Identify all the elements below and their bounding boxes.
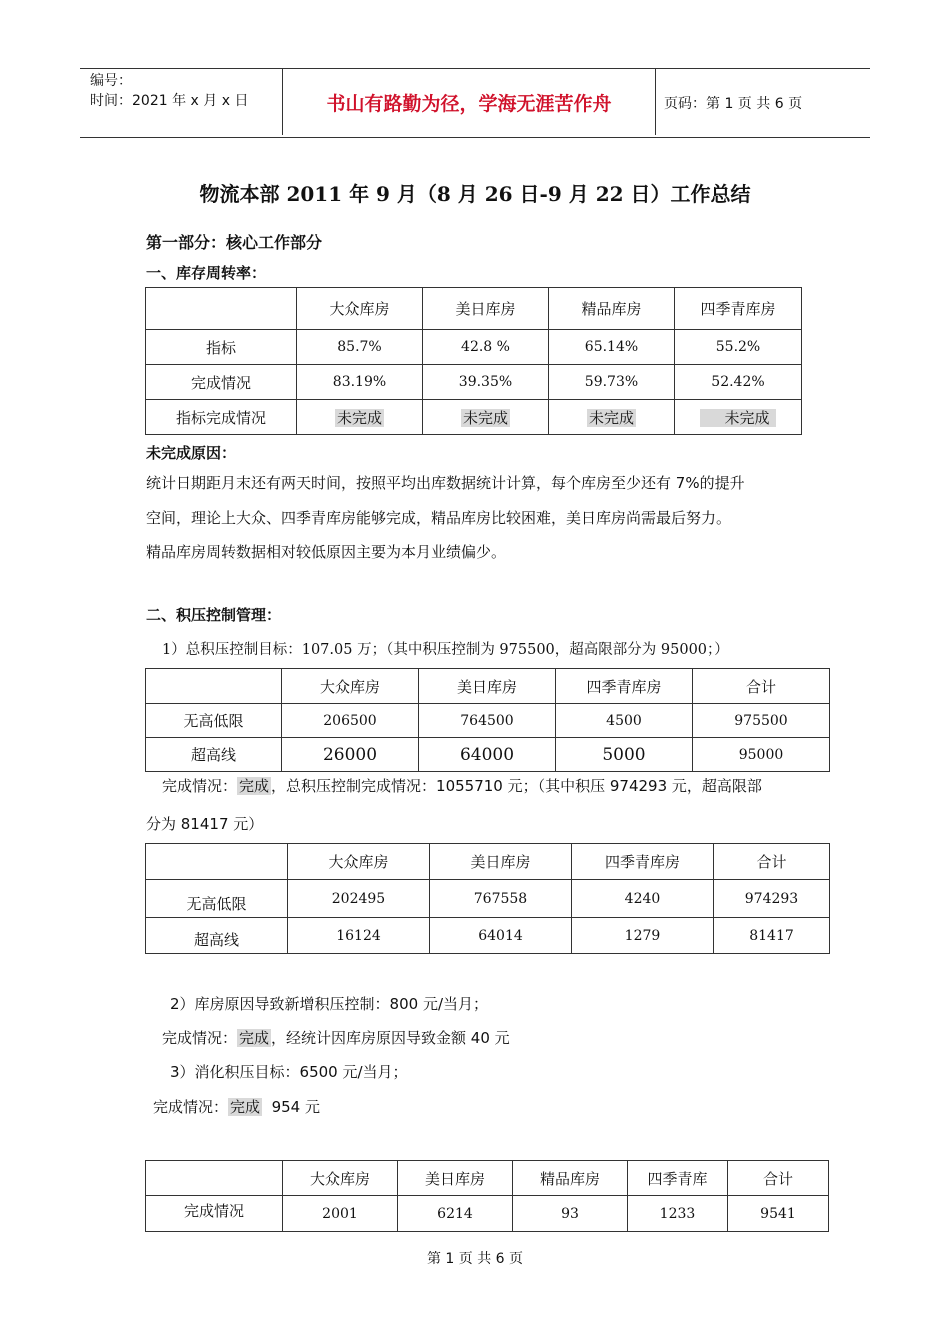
reason-line: 精品库房周转数据相对较低原因主要为本月业绩偏少。: [146, 543, 507, 561]
item3-text: 3）消化积压目标：6500 元/当月；: [170, 1063, 408, 1081]
table-cell: [423, 400, 549, 435]
table-header-row: [146, 669, 830, 704]
motto: 书山有路勤为径，学海无涯苦作舟: [282, 69, 656, 135]
table-cell: 52.42%: [675, 365, 802, 400]
table-row: [146, 738, 830, 772]
table-row: [146, 918, 830, 954]
table-cell: 975500: [693, 704, 830, 738]
table-cell: 无高低限: [146, 704, 282, 738]
table-cell: 5000: [556, 738, 693, 772]
page-header: [80, 68, 870, 138]
reason-line: 统计日期距月末还有两天时间，按照平均出库数据统计计算，每个库房至少还有 7%的提升: [146, 474, 745, 492]
table-cell: 大众库房: [282, 669, 419, 704]
actual-table: [145, 843, 830, 954]
status-label: 完成情况：: [162, 1029, 238, 1047]
table-cell: 完成情况: [146, 1196, 283, 1232]
table-cell: 64000: [419, 738, 556, 772]
table-cell: 美日库房: [430, 844, 572, 880]
section2-heading: 二、积压控制管理：: [146, 606, 282, 624]
table-cell: 767558: [430, 880, 572, 918]
table-row: [146, 880, 830, 918]
table-cell: [146, 669, 282, 704]
table-cell: 16124: [288, 918, 430, 954]
table-cell: 85.7%: [297, 330, 423, 365]
table-cell: 美日库房: [423, 288, 549, 330]
table-cell: [675, 400, 802, 435]
page-info: 页码：第 1 页 共 6 页: [664, 96, 803, 112]
table-cell: 美日库房: [398, 1161, 513, 1196]
table-cell: 精品库房: [513, 1161, 628, 1196]
status1-line2: 分为 81417 元）: [146, 815, 264, 833]
table-cell: [146, 1161, 283, 1196]
time-label: 时间：2021 年 x 月 x 日: [90, 93, 249, 109]
table-cell: 64014: [430, 918, 572, 954]
table-cell: 指标完成情况: [146, 400, 297, 435]
table-cell: 974293: [714, 880, 830, 918]
table-cell: 206500: [282, 704, 419, 738]
table-cell: [146, 844, 288, 880]
table-row: [146, 330, 802, 365]
table-cell: 合计: [714, 844, 830, 880]
status-badge: 完成: [239, 1029, 270, 1047]
table-cell: 大众库房: [288, 844, 430, 880]
reason-heading: 未完成原因：: [146, 444, 237, 462]
table-header-row: [146, 1161, 829, 1196]
status-text: 954 元: [262, 1098, 320, 1116]
table-cell: 完成情况: [146, 365, 297, 400]
table-header-row: [146, 844, 830, 880]
table-cell: 精品库房: [549, 288, 675, 330]
table-cell: 95000: [693, 738, 830, 772]
table-cell: 9541: [728, 1196, 829, 1232]
header-meta: [90, 71, 248, 111]
table-cell: [549, 400, 675, 435]
table-cell: 1233: [628, 1196, 728, 1232]
table-row: [146, 365, 802, 400]
table-cell: 合计: [728, 1161, 829, 1196]
status-badge: 未完成: [700, 409, 775, 427]
table-cell: 65.14%: [549, 330, 675, 365]
table-cell: 四季青库房: [572, 844, 714, 880]
table-cell: 1279: [572, 918, 714, 954]
page-footer: 第 1 页 共 6 页: [426, 1251, 524, 1267]
table-cell: 大众库房: [297, 288, 423, 330]
status-badge: 完成: [239, 777, 270, 795]
table-cell: 超高线: [146, 738, 282, 772]
table-cell: 指标: [146, 330, 297, 365]
table-cell: 无高低限: [146, 880, 288, 918]
table-cell: 55.2%: [675, 330, 802, 365]
table-cell: 2001: [283, 1196, 398, 1232]
table-cell: 大众库房: [283, 1161, 398, 1196]
status-badge: 未完成: [462, 408, 508, 427]
table-cell: 81417: [714, 918, 830, 954]
table-cell: [146, 288, 297, 330]
document-title: 物流本部 2011 年 9 月（8 月 26 日-9 月 22 日）工作总结: [199, 182, 751, 206]
section1-heading: 一、库存周转率：: [146, 264, 267, 282]
table-cell: 超高线: [146, 918, 288, 954]
table-cell: 四季青库房: [675, 288, 802, 330]
status2-line: [162, 1027, 510, 1048]
table-row: [146, 704, 830, 738]
table-cell: 6214: [398, 1196, 513, 1232]
table-cell: 美日库房: [419, 669, 556, 704]
part1-heading: 第一部分：核心工作部分: [146, 233, 323, 252]
table-row: [146, 1196, 829, 1232]
table-cell: 合计: [693, 669, 830, 704]
status3-line: [153, 1096, 320, 1117]
table-cell: 764500: [419, 704, 556, 738]
status-text: ，经统计因库房原因导致金额 40 元: [271, 1029, 510, 1047]
table-cell: 42.8 %: [423, 330, 549, 365]
status-label: 完成情况：: [162, 777, 238, 795]
status-badge: 未完成: [336, 408, 382, 427]
table-cell: 四季青库房: [556, 669, 693, 704]
reason-line: 空间，理论上大众、四季青库房能够完成，精品库房比较困难，美日库房尚需最后努力。: [146, 509, 732, 527]
table-cell: 93: [513, 1196, 628, 1232]
table-cell: 26000: [282, 738, 419, 772]
status-text: ，总积压控制完成情况：1055710 元；（其中积压 974293 元，超高限部: [271, 777, 762, 795]
status-badge: 完成: [230, 1098, 261, 1116]
table-cell: 4240: [572, 880, 714, 918]
table-row: [146, 400, 802, 435]
target-table: [145, 668, 830, 772]
item1-text: 1）总积压控制目标：107.05 万；（其中积压控制为 975500，超高限部分为 95000；）: [162, 642, 729, 658]
number-label: 编号：: [90, 73, 132, 89]
table-cell: 四季青库: [628, 1161, 728, 1196]
table-cell: 39.35%: [423, 365, 549, 400]
table-cell: 59.73%: [549, 365, 675, 400]
table-header-row: [146, 288, 802, 330]
table-cell: 83.19%: [297, 365, 423, 400]
status-label: 完成情况：: [153, 1098, 229, 1116]
status1-line: [162, 775, 762, 796]
table-cell: 202495: [288, 880, 430, 918]
table-cell: 4500: [556, 704, 693, 738]
turnover-table: [145, 287, 802, 435]
digest-table: [145, 1160, 829, 1232]
item2-text: 2）库房原因导致新增积压控制：800 元/当月；: [170, 995, 488, 1013]
status-badge: 未完成: [588, 408, 634, 427]
table-cell: [297, 400, 423, 435]
